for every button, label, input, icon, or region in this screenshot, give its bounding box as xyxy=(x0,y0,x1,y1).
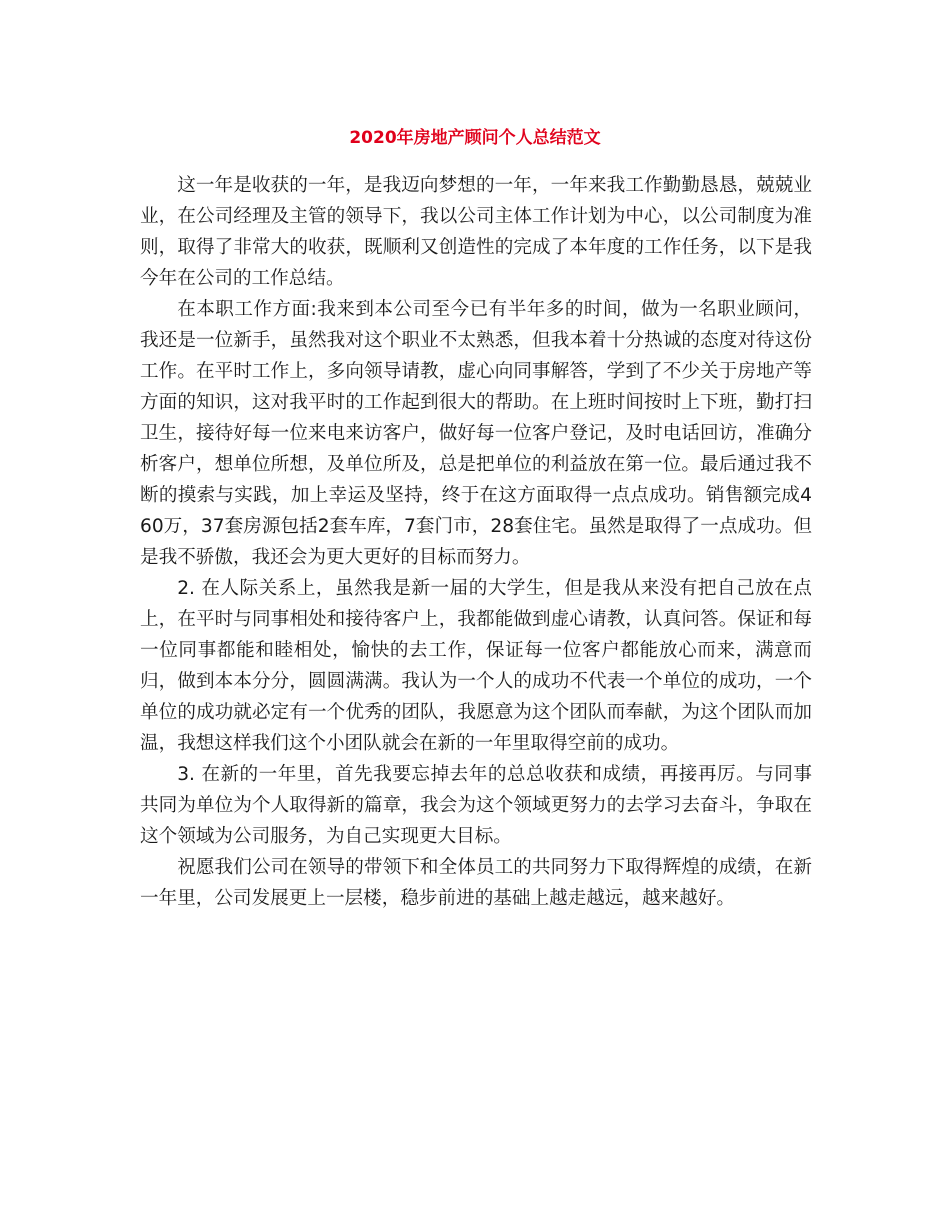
paragraph-closing: 祝愿我们公司在领导的带领下和全体员工的共同努力下取得辉煌的成绩，在新一年里，公司发展更上一层楼，稳步前进的基础上越走越远，越来越好。 xyxy=(140,857,812,909)
paragraph-relations: 2. 在人际关系上，虽然我是新一届的大学生，但是我从来没有把自己放在点上，在平时与同事相处和接待客户上，我都能做到虚心请教，认真问答。保证和每一位同事都能和睦相处，愉快的去工作，保证每一位客户都能放心而来，满意而归，做到本本分分，圆圆满满。我认为一个人的成功不代表一个单位的成功，一个单位的成功就必定有一个优秀的团队，我愿意为这个团队而奉献，为这个团队而加温，我想这样我们这个小团队就会在新的一年里取得空前的成功。 xyxy=(140,578,812,754)
paragraph-new-year: 3. 在新的一年里，首先我要忘掉去年的总总收获和成绩，再接再厉。与同事共同为单位为个人取得新的篇章，我会为这个领域更努力的去学习去奋斗，争取在这个领域为公司服务，为自己实现更大目标。 xyxy=(140,764,812,847)
document-title: 2020年房地产顾问个人总结范文 xyxy=(349,128,601,148)
paragraph-work: 在本职工作方面:我来到本公司至今已有半年多的时间，做为一名职业顾问，我还是一位新手，虽然我对这个职业不太熟悉，但我本着十分热诚的态度对待这份工作。在平时工作上，多向领导请教，虚心向同事解答，学到了不少关于房地产等方面的知识，这对我平时的工作起到很大的帮助。在上班时间按时上下班，勤打扫卫生，接待好每一位来电来访客户，做好每一位客户登记，及时电话回访，准确分析客户，想单位所想，及单位所及，总是把单位的利益放在第一位。最后通过我不断的摸索与实践，加上幸运及坚持，终于在这方面取得一点点成功。销售额完成460万，37套房源包括2套车库，7套门市，28套住宅。虽然是取得了一点成功。但是我不骄傲，我还会为更大更好的目标而努力。 xyxy=(140,299,812,568)
paragraph-intro: 这一年是收获的一年，是我迈向梦想的一年，一年来我工作勤勤恳恳，兢兢业业，在公司经理及主管的领导下，我以公司主体工作计划为中心，以公司制度为准则，取得了非常大的收获，既顺利又创造性的完成了本年度的工作任务，以下是我今年在公司的工作总结。 xyxy=(140,175,812,289)
document-body xyxy=(140,170,812,914)
